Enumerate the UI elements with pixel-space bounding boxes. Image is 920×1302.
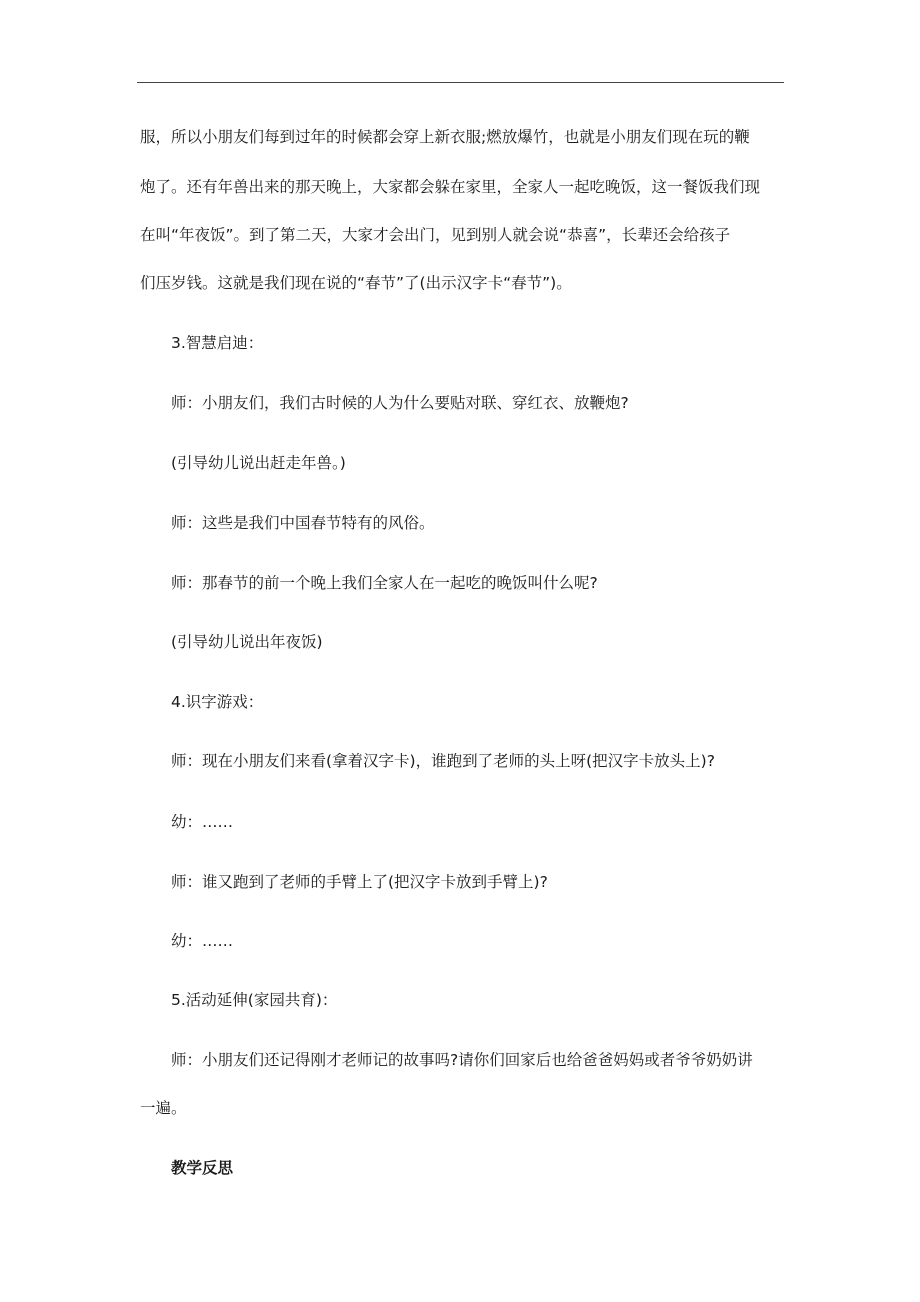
section-heading-literacy-game: 4.识字游戏： [171, 693, 264, 711]
story-paragraph-line-4: 们压岁钱。这就是我们现在说的“春节”了(出示汉字卡“春节”)。 [140, 274, 572, 292]
story-paragraph-line-3: 在叫“年夜饭”。到了第二天，大家才会出门，见到别人就会说“恭喜”，长辈还会给孩子 [140, 226, 731, 244]
teaching-reflection-heading: 教学反思 [171, 1159, 234, 1177]
teacher-question-customs: 师：小朋友们，我们古时候的人为什么要贴对联、穿红衣、放鞭炮? [171, 394, 629, 412]
header-rule [137, 82, 784, 83]
guide-note-dinner: (引导幼儿说出年夜饭) [171, 633, 323, 651]
teacher-statement-customs: 师：这些是我们中国春节特有的风俗。 [171, 514, 435, 532]
teacher-homework-line-2: 一遍。 [140, 1099, 187, 1117]
story-paragraph-line-1: 服，所以小朋友们每到过年的时候都会穿上新衣服;燃放爆竹，也就是小朋友们现在玩的鞭 [140, 128, 750, 146]
teacher-homework-line-1: 师：小朋友们还记得刚才老师记的故事吗?请你们回家后也给爸爸妈妈或者爷爷奶奶讲 [171, 1051, 753, 1069]
section-heading-wisdom: 3.智慧启迪： [171, 334, 264, 352]
child-response-2: 幼：…… [171, 932, 234, 950]
teacher-question-head: 师：现在小朋友们来看(拿着汉字卡)，谁跑到了老师的头上呀(把汉字卡放头上)? [171, 752, 715, 770]
teacher-question-arm: 师：谁又跑到了老师的手臂上了(把汉字卡放到手臂上)? [171, 873, 548, 891]
child-response-1: 幼：…… [171, 813, 234, 831]
story-paragraph-line-2: 炮了。还有年兽出来的那天晚上，大家都会躲在家里，全家人一起吃晚饭，这一餐饭我们现 [140, 178, 761, 196]
guide-note-beast: (引导幼儿说出赶走年兽。) [171, 454, 346, 472]
section-heading-extension: 5.活动延伸(家园共育)： [171, 991, 338, 1009]
teacher-question-dinner: 师：那春节的前一个晚上我们全家人在一起吃的晚饭叫什么呢? [171, 574, 598, 592]
